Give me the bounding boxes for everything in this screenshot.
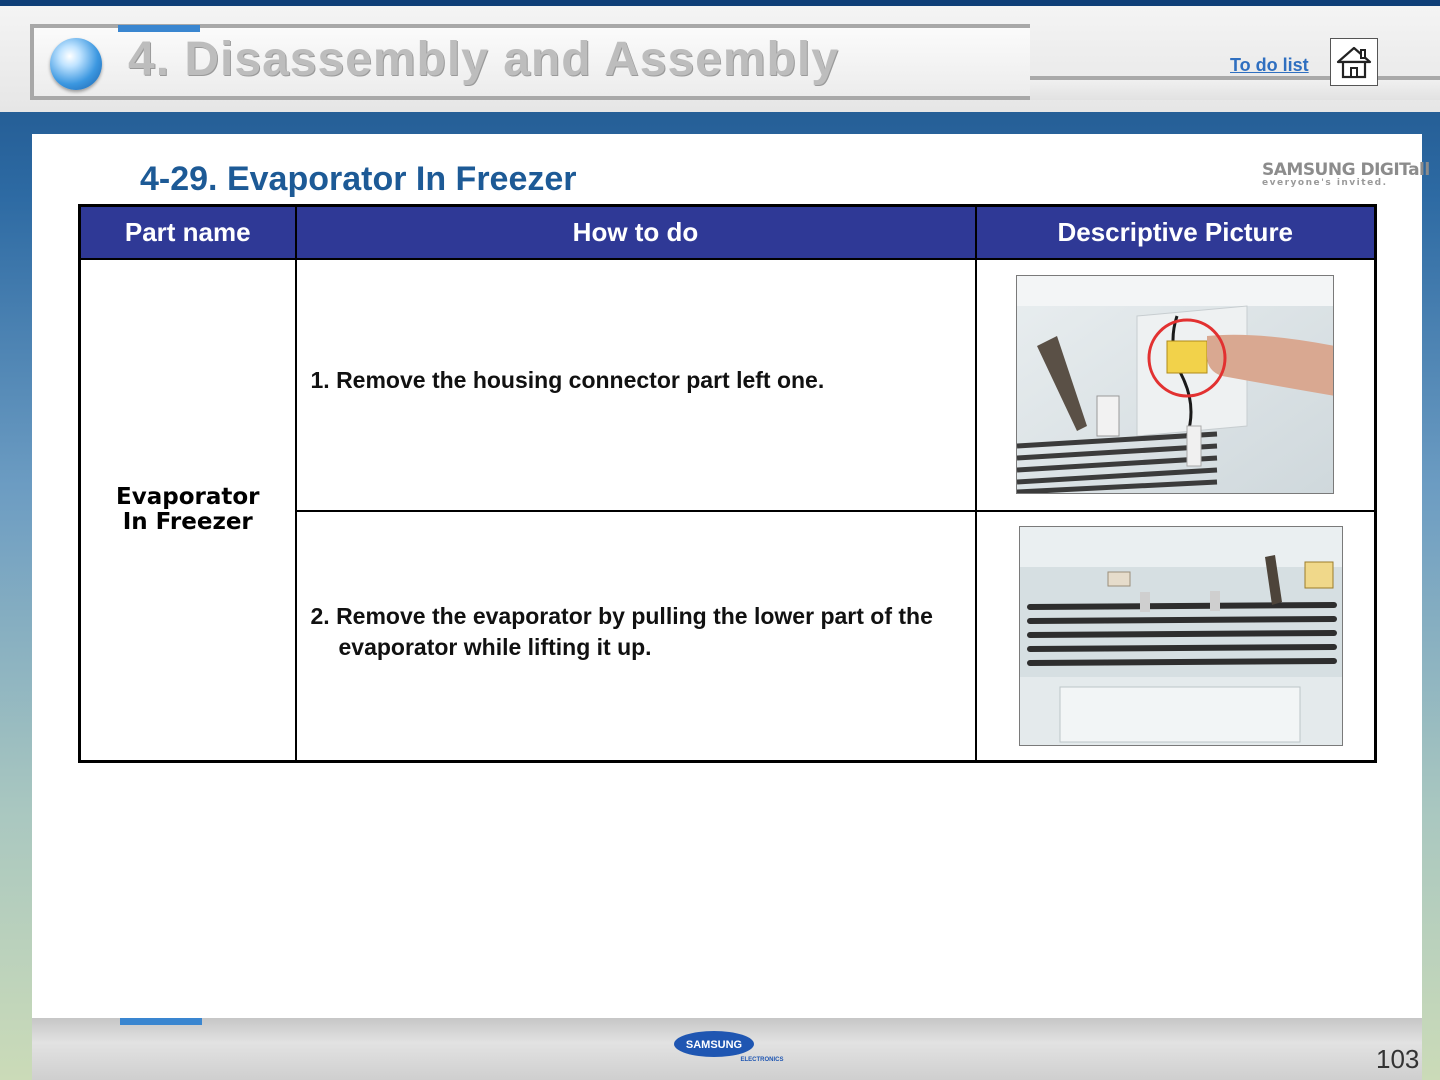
header-rail xyxy=(1030,76,1440,100)
section-orb-icon xyxy=(50,38,102,90)
samsung-digitall-logo xyxy=(1262,160,1430,196)
home-icon xyxy=(1334,42,1374,82)
header-accent-bar xyxy=(118,25,200,32)
step-1-photo xyxy=(1016,275,1334,494)
home-button[interactable] xyxy=(1330,38,1378,86)
samsung-electronics-logo xyxy=(674,1028,808,1064)
table-header-row xyxy=(80,206,1376,259)
part-name-text: Evaporator In Freezer xyxy=(116,483,260,535)
footer-logo-subtext: ELECTRONICS xyxy=(740,1057,784,1063)
page-number: 103 xyxy=(1376,1044,1420,1074)
step-cell xyxy=(296,511,976,762)
column-header-how-to-do: How to do xyxy=(296,206,976,259)
footer-logo-text: SAMSUNG xyxy=(685,1039,743,1051)
step-1-text: 1. Remove the housing connector part left one. xyxy=(310,367,825,393)
brand-tagline-sub: everyone's invited. xyxy=(1262,178,1388,188)
procedure-table xyxy=(78,204,1377,763)
picture-cell xyxy=(976,259,1376,511)
footer-accent-bar xyxy=(120,1018,202,1025)
section-title: 4-29. Evaporator In Freezer xyxy=(140,160,577,198)
todo-list-link[interactable]: To do list xyxy=(1230,55,1309,75)
picture-cell xyxy=(976,511,1376,762)
chapter-title: 4. Disassembly and Assembly xyxy=(128,33,839,86)
step-2-text: 2. Remove the evaporator by pulling the lower part of the evaporator while lifting it up. xyxy=(310,602,933,660)
part-name-cell xyxy=(80,259,296,762)
brand-tagline-main: SAMSUNG DIGITall xyxy=(1262,160,1430,180)
column-header-part-name: Part name xyxy=(80,206,296,259)
step-2-photo xyxy=(1019,526,1343,746)
step-cell xyxy=(296,259,976,511)
table-row xyxy=(80,259,1376,511)
column-header-descriptive-picture: Descriptive Picture xyxy=(976,206,1376,259)
